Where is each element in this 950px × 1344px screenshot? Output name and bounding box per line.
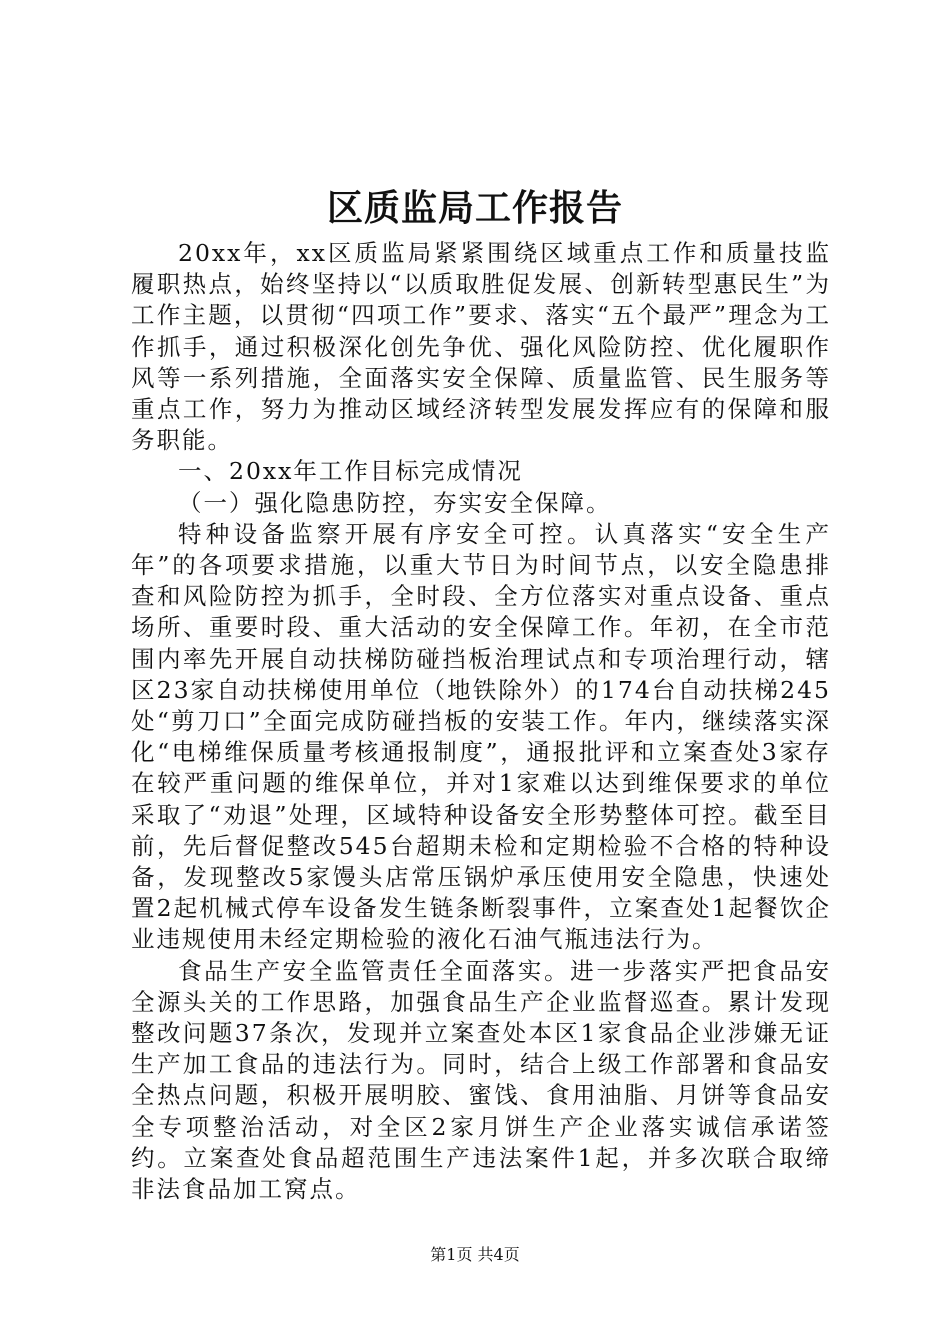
document-title: 区质监局工作报告 bbox=[326, 187, 623, 229]
special-equipment-paragraph: 特种设备监察开展有序安全可控。认真落实“安全生产年”的各项要求措施，以重大节日为时间节点，以安全隐患排查和风险防控为抓手，全时段、全方位落实对重点设备、重点场所、重要时段、重大活动的安全保障工作。年初，在全市范围内率先开展自动扶梯防碰挡板治理试点和专项治理行动，辖区23家自动扶梯使用单位（地铁除外）的174台自动扶梯245处“剪刀口”全面完成防碰挡板的安装工作。年内，继续落实深化“电梯维保质量考核通报制度”，通报批评和立案查处3家存在较严重问题的维保单位，并对1家难以达到维保要求的单位采取了“劝退”处理，区域特种设备安全形势整体可控。截至目前，先后督促整改545台超期未检和定期检验不合格的特种设备，发现整改5家馒头店常压锅炉承压使用安全隐患，快速处置2起机械式停车设备发生链条断裂事件，立案查处1起餐饮企业违规使用未经定期检验的液化石油气瓶违法行为。 bbox=[131, 519, 831, 954]
intro-paragraph: 20xx年，xx区质监局紧紧围绕区域重点工作和质量技监履职热点，始终坚持以“以质取胜促发展、创新转型惠民生”为工作主题，以贯彻“四项工作”要求、落实“五个最严”理念为工作抓手，通过积极深化创先争优、强化风险防控、优化履职作风等一系列措施，全面落实安全保障、质量监管、民生服务等重点工作，努力为推动区域经济转型发展发挥应有的保障和服务职能。 bbox=[131, 239, 831, 455]
document-body bbox=[131, 238, 831, 1205]
subsection-heading: （一）强化隐患防控，夯实安全保障。 bbox=[178, 488, 612, 517]
page-footer: 第1页 共4页 bbox=[430, 1245, 520, 1264]
section-heading: 一、20xx年工作目标完成情况 bbox=[178, 457, 523, 486]
food-safety-paragraph: 食品生产安全监管责任全面落实。进一步落实严把食品安全源头关的工作思路，加强食品生产企业监督巡查。累计发现整改问题37条次，发现并立案查处本区1家食品企业涉嫌无证生产加工食品的违法行为。同时，结合上级工作部署和食品安全热点问题，积极开展明胶、蜜饯、食用油脂、月饼等食品安全专项整治活动，对全区2家月饼生产企业落实诚信承诺签约。立案查处食品超范围生产违法案件1起，并多次联合取缔非法食品加工窝点。 bbox=[131, 956, 831, 1204]
